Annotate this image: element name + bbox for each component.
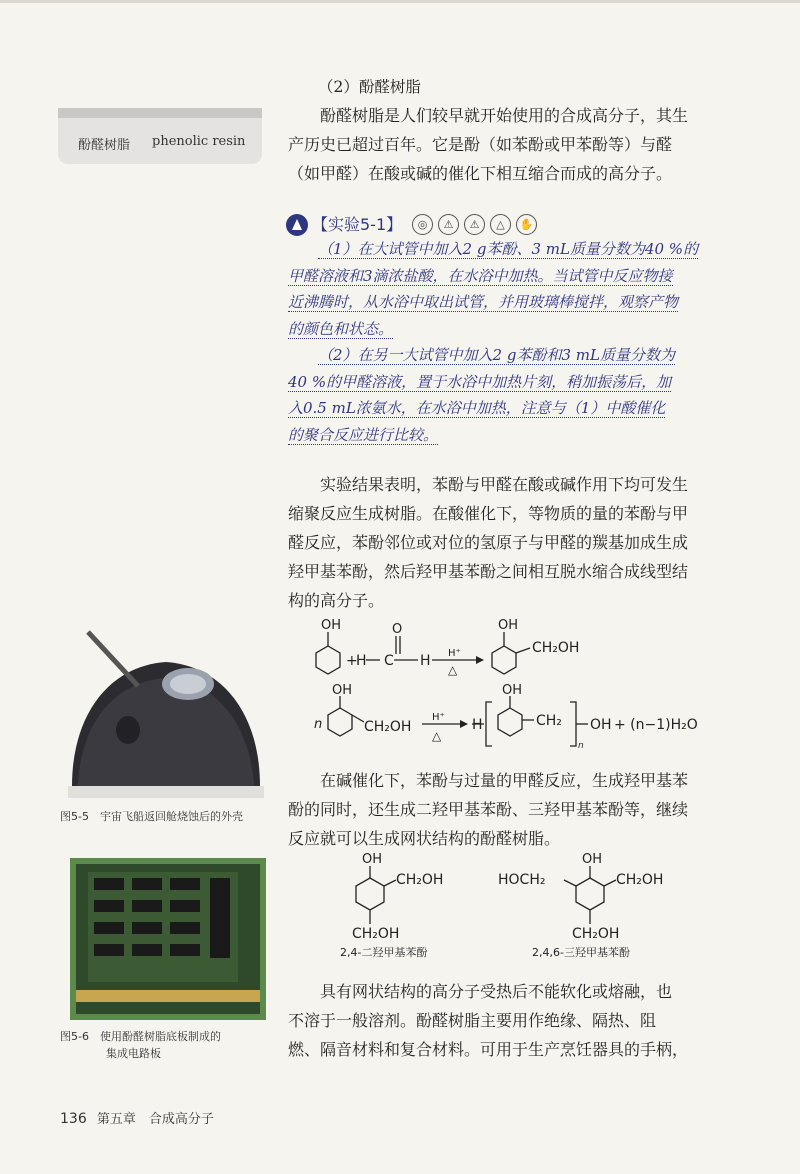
coefficient-n: n	[314, 717, 323, 732]
text-line: 燃、隔音材料和复合材料。可用于生产烹饪器具的手柄，	[288, 1040, 689, 1059]
chapter-title: 第五章 合成高分子	[96, 1112, 214, 1127]
page-footer	[60, 1108, 214, 1127]
flask-icon	[286, 214, 308, 236]
text-line: 反应就可以生成网状结构的酚醛树脂。	[288, 829, 561, 848]
carbon: C	[384, 653, 394, 669]
substituent: HOCH₂	[498, 872, 546, 888]
figure-5-6-caption	[60, 1028, 270, 1062]
text-line: 醛反应，苯酚邻位或对位的氢原子与甲醛的羰基加成生成	[288, 533, 689, 552]
top-border	[0, 0, 800, 3]
oh-label: OH	[498, 618, 519, 633]
reaction-1	[308, 618, 748, 682]
oh-label: OH	[582, 852, 603, 867]
corrosive-icon: ⚠	[464, 214, 485, 235]
heat-symbol: △	[448, 663, 458, 677]
text-line: 构的高分子。	[288, 591, 385, 610]
oh-label: OH	[321, 618, 342, 633]
circuit-board-photo	[70, 858, 266, 1020]
term-english: phenolic resin	[152, 134, 246, 149]
network-paragraph	[288, 977, 748, 1064]
caption-line: 图5-6 使用酚醛树脂底板制成的	[60, 1030, 221, 1043]
text-line: 在碱催化下，苯酚与过量的甲醛反应，生成羟甲基苯	[320, 771, 689, 790]
oh-end: OH	[590, 717, 612, 733]
capsule-photo	[68, 626, 264, 798]
text-line: 缩聚反应生成树脂。在酸催化下，等物质的量的苯酚与甲	[288, 504, 689, 523]
step-line: 甲醛溶液和3滴浓盐酸，在水浴中加热。当试管中反应物接	[288, 266, 673, 285]
safety-icons	[412, 214, 537, 235]
experiment-steps	[288, 236, 724, 448]
substituent: CH₂OH	[616, 872, 664, 888]
step-line: 的颜色和状态。	[288, 319, 394, 338]
intro-paragraph	[288, 101, 748, 188]
step-line: 入0.5 mL浓氨水，在水浴中加热，注意与（1）中酸催化	[288, 399, 666, 417]
section-title: （2）酚醛树脂	[318, 78, 421, 96]
structures-figure	[332, 852, 732, 962]
text-line: 羟甲基苯酚，然后羟甲基苯酚之间相互脱水缩合成线型结	[288, 562, 689, 581]
compound-label-a: 2,4-二羟甲基苯酚	[340, 946, 428, 959]
sidebar-term-box	[58, 108, 262, 164]
goggles-icon: ◎	[412, 214, 433, 235]
h-right: H	[420, 653, 431, 669]
step-line: （1）在大试管中加入2 g苯酚、3 mL质量分数为40 %的	[318, 240, 699, 258]
h-left: H	[356, 653, 367, 669]
term-chinese: 酚醛树脂	[78, 138, 131, 153]
text-line: 不溶于一般溶剂。酚醛树脂主要用作绝缘、隔热、阻	[288, 1011, 657, 1030]
product-substituent: CH₂OH	[532, 640, 580, 656]
step-line: 40 %的甲醛溶液，置于水浴中加热片刻，稍加振荡后，加	[288, 372, 672, 391]
text-line: 酚的同时，还生成二羟甲基苯酚、三羟甲基苯酚等，继续	[288, 800, 689, 819]
catalyst: H⁺	[448, 648, 461, 659]
h-end: H	[472, 717, 483, 733]
glove-icon: ✋	[516, 214, 537, 235]
base-paragraph	[288, 766, 748, 853]
substituent: CH₂OH	[352, 926, 400, 942]
caution-icon: ⚠	[438, 214, 459, 235]
page-number: 136	[60, 1111, 87, 1127]
step-line: 的聚合反应进行比较。	[288, 425, 439, 444]
compound-label-b: 2,4,6-三羟甲基苯酚	[532, 946, 630, 959]
repeat-n: n	[578, 741, 584, 751]
text-line: 实验结果表明，苯酚与甲醛在酸或碱作用下均可发生	[320, 475, 689, 494]
flame-icon: △	[490, 214, 511, 235]
ch2-unit: CH₂	[536, 713, 562, 729]
text-line: 酚醛树脂是人们较早就开始使用的合成高分子，其生	[320, 106, 689, 125]
experiment-title: 【实验5-1】	[312, 215, 403, 234]
heat-symbol: △	[432, 729, 442, 743]
plus-sign: +	[346, 653, 358, 669]
substituent: CH₂OH	[572, 926, 620, 942]
step-line: （2）在另一大试管中加入2 g苯酚和3 mL质量分数为	[318, 346, 675, 364]
oh-label: OH	[502, 683, 523, 698]
oxygen: O	[392, 622, 403, 637]
text-line: 具有网状结构的高分子受热后不能软化或熔融，也	[320, 982, 673, 1001]
figure-5-5-caption: 图5-5 宇宙飞船返回舱烧蚀后的外壳	[60, 810, 243, 823]
text-line: 产历史已超过百年。它是酚（如苯酚或甲苯酚等）与醛	[288, 135, 673, 154]
reactant-substituent: CH₂OH	[364, 719, 412, 735]
substituent: CH₂OH	[396, 872, 444, 888]
result-paragraph	[288, 470, 748, 615]
text-line: （如甲醛）在酸或碱的催化下相互缩合而成的高分子。	[288, 164, 673, 183]
water-byproduct: + (n−1)H₂O	[614, 717, 698, 733]
step-line: 近沸腾时，从水浴中取出试管，并用玻璃棒搅拌，观察产物	[288, 293, 679, 311]
oh-label: OH	[362, 852, 383, 867]
catalyst: H⁺	[432, 712, 445, 723]
caption-line: 集成电路板	[106, 1047, 161, 1060]
oh-label: OH	[332, 683, 353, 698]
reaction-2	[308, 683, 748, 751]
